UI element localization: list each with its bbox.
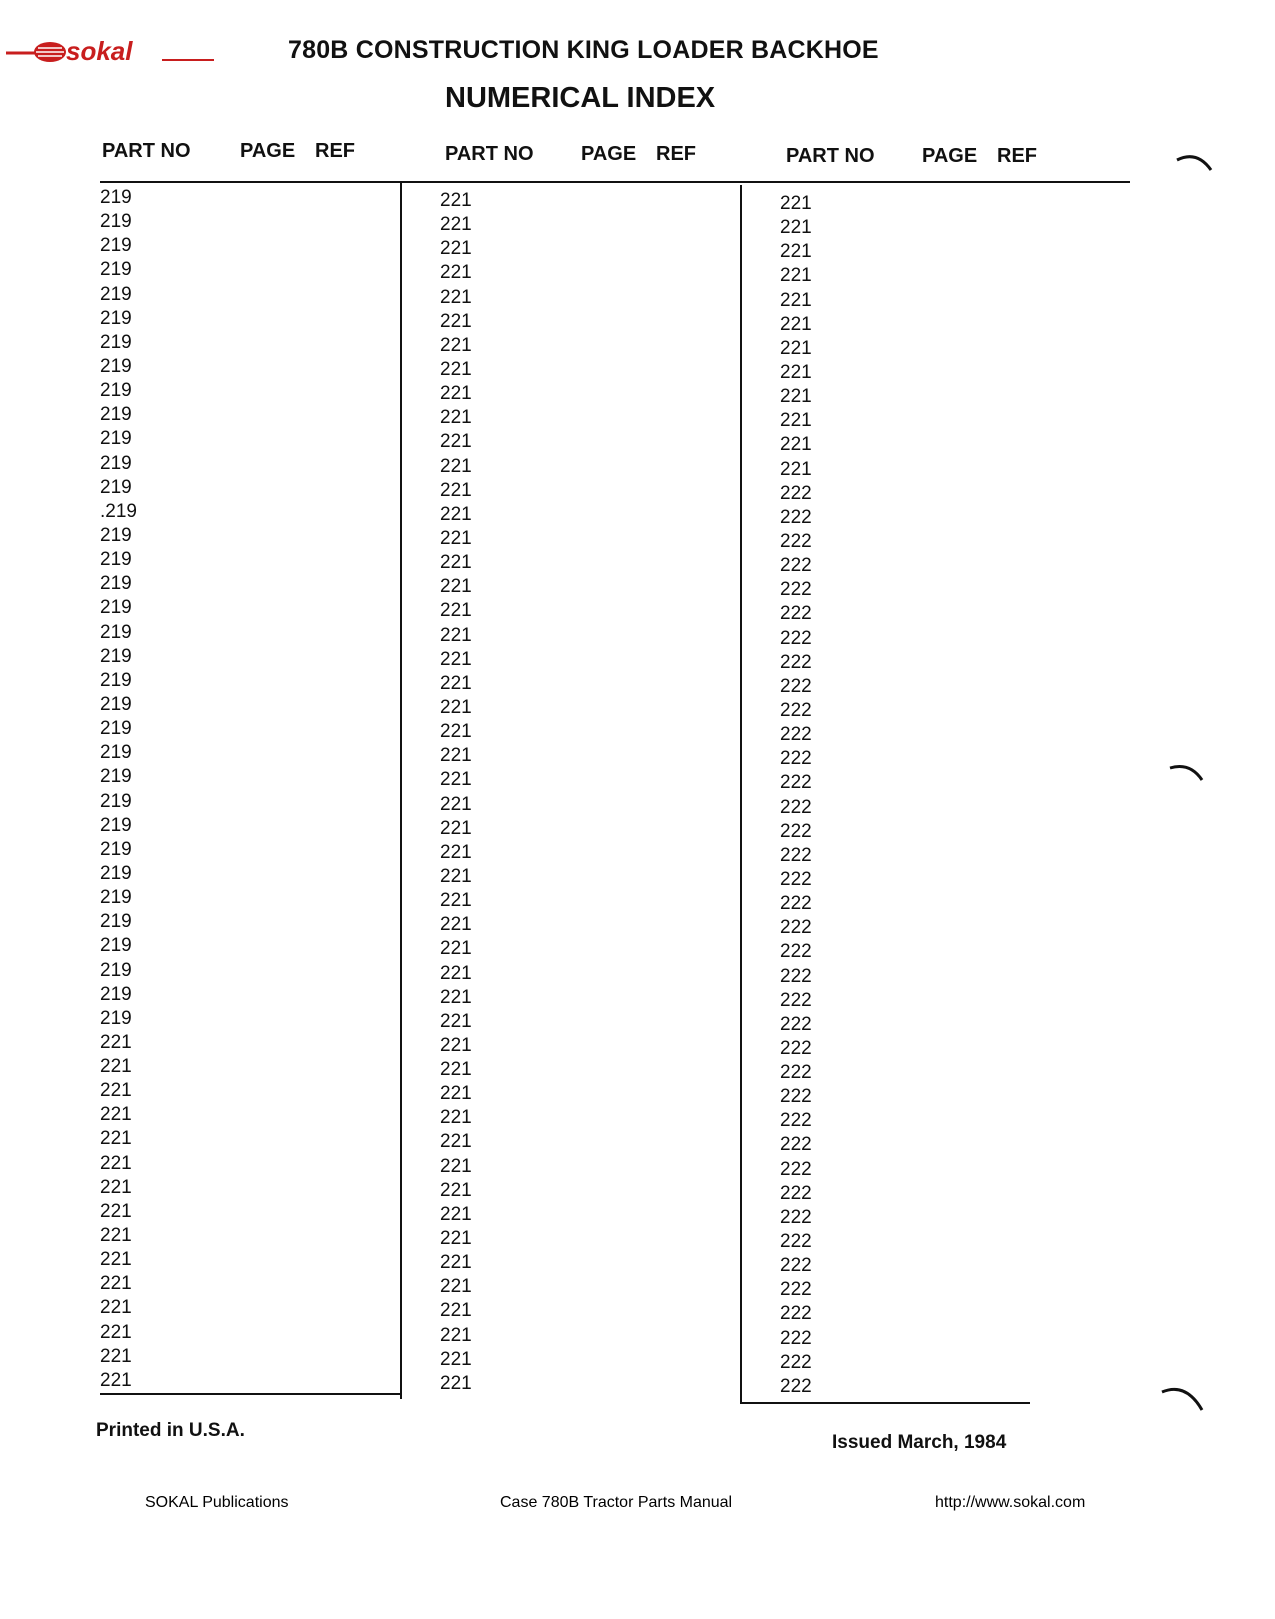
bottom-rule bbox=[740, 1402, 1030, 1404]
part-number: 222 bbox=[780, 530, 812, 552]
part-number: 222 bbox=[780, 482, 812, 504]
part-number: 219 bbox=[100, 645, 132, 667]
part-number: 219 bbox=[100, 452, 132, 474]
part-number: 221 bbox=[780, 434, 812, 456]
part-number: 222 bbox=[780, 868, 812, 890]
part-number: 221 bbox=[100, 1297, 132, 1319]
part-number: 221 bbox=[440, 190, 472, 211]
footer-website[interactable]: http://www.sokal.com bbox=[935, 1494, 1086, 1511]
part-number: 222 bbox=[780, 1013, 812, 1035]
part-number: 219 bbox=[100, 597, 132, 619]
part-number: 221 bbox=[440, 576, 472, 598]
part-number: 221 bbox=[440, 262, 472, 284]
part-number: 219 bbox=[100, 259, 132, 281]
brand-text: sokal bbox=[66, 36, 133, 66]
part-number: 221 bbox=[100, 1200, 132, 1222]
part-number: 219 bbox=[100, 380, 132, 402]
binder-mark bbox=[1175, 148, 1215, 178]
part-number: 222 bbox=[780, 1206, 812, 1228]
binder-mark bbox=[1160, 1380, 1210, 1416]
part-number: 219 bbox=[100, 549, 132, 571]
column-header-page: PAGE bbox=[922, 145, 978, 167]
header-rule bbox=[100, 181, 1130, 183]
part-number: 221 bbox=[780, 313, 812, 335]
sokal-logo-mark bbox=[6, 34, 216, 70]
part-number: 221 bbox=[440, 431, 472, 453]
part-number: 221 bbox=[440, 1276, 472, 1298]
part-number: 221 bbox=[440, 1059, 472, 1081]
part-number: 219 bbox=[100, 959, 132, 981]
part-number: 222 bbox=[780, 1158, 812, 1180]
part-number: 221 bbox=[440, 721, 472, 743]
part-number: 221 bbox=[780, 193, 812, 214]
part-number: 222 bbox=[780, 1375, 812, 1397]
part-number: 219 bbox=[100, 693, 132, 715]
part-number: 221 bbox=[440, 890, 472, 912]
part-number: 219 bbox=[100, 524, 132, 546]
part-number: 222 bbox=[780, 1086, 812, 1108]
part-number: 219 bbox=[100, 428, 132, 450]
part-number: 221 bbox=[440, 962, 472, 984]
sokal-logo bbox=[6, 34, 216, 70]
part-number: 221 bbox=[440, 865, 472, 887]
part-number: 221 bbox=[440, 600, 472, 622]
part-number: 221 bbox=[440, 1107, 472, 1129]
binder-mark bbox=[1168, 758, 1208, 788]
part-number: 219 bbox=[100, 187, 132, 208]
issue-date: Issued March, 1984 bbox=[832, 1432, 1007, 1453]
part-number: 222 bbox=[780, 1231, 812, 1253]
part-number: 222 bbox=[780, 796, 812, 818]
part-number: 219 bbox=[100, 911, 132, 933]
part-number: 221 bbox=[100, 1104, 132, 1126]
part-number: 221 bbox=[100, 1273, 132, 1295]
part-number: 219 bbox=[100, 814, 132, 836]
part-number: 221 bbox=[100, 1080, 132, 1102]
part-number: 222 bbox=[780, 675, 812, 697]
part-number: 219 bbox=[100, 331, 132, 353]
part-number: 221 bbox=[440, 1179, 472, 1201]
part-number: 222 bbox=[780, 965, 812, 987]
part-number: 221 bbox=[440, 1228, 472, 1250]
part-number: 219 bbox=[100, 983, 132, 1005]
part-number: 219 bbox=[100, 669, 132, 691]
column-divider bbox=[400, 183, 402, 1399]
part-number: 221 bbox=[440, 503, 472, 525]
part-number: 221 bbox=[440, 841, 472, 863]
part-number: 221 bbox=[100, 1249, 132, 1271]
part-number: 221 bbox=[440, 793, 472, 815]
part-number: 221 bbox=[440, 1372, 472, 1394]
part-number: 219 bbox=[100, 838, 132, 860]
part-number: 219 bbox=[100, 742, 132, 764]
part-number: 221 bbox=[440, 407, 472, 429]
part-number: 221 bbox=[780, 361, 812, 383]
part-number: 221 bbox=[440, 1083, 472, 1105]
printed-note: Printed in U.S.A. bbox=[96, 1420, 245, 1441]
part-number: 221 bbox=[440, 334, 472, 356]
part-number: 221 bbox=[440, 938, 472, 960]
part-number: 222 bbox=[780, 603, 812, 625]
part-number: 219 bbox=[100, 573, 132, 595]
part-number: 222 bbox=[780, 506, 812, 528]
part-number: 219 bbox=[100, 887, 132, 909]
part-number: 221 bbox=[780, 289, 812, 311]
part-number: 222 bbox=[780, 917, 812, 939]
part-number: 222 bbox=[780, 1327, 812, 1349]
column-header-ref: REF bbox=[315, 140, 355, 162]
part-number: 221 bbox=[100, 1321, 132, 1343]
part-number: 222 bbox=[780, 748, 812, 770]
part-number: 221 bbox=[440, 986, 472, 1008]
part-number: 219 bbox=[100, 211, 132, 233]
page-subtitle: NUMERICAL INDEX bbox=[445, 82, 716, 114]
part-number: .219 bbox=[100, 500, 137, 522]
part-number: 222 bbox=[780, 1351, 812, 1373]
part-number: 221 bbox=[780, 217, 812, 239]
part-number: 221 bbox=[440, 455, 472, 477]
part-number: 222 bbox=[780, 989, 812, 1011]
column-header-ref: REF bbox=[997, 145, 1037, 167]
part-number: 222 bbox=[780, 941, 812, 963]
part-number: 219 bbox=[100, 307, 132, 329]
part-number: 222 bbox=[780, 1134, 812, 1156]
bottom-rule bbox=[100, 1393, 400, 1395]
part-number: 221 bbox=[100, 1128, 132, 1150]
column-header-part-no: PART NO bbox=[102, 140, 191, 162]
part-number: 222 bbox=[780, 1182, 812, 1204]
part-number: 221 bbox=[440, 383, 472, 405]
column-header-part-no: PART NO bbox=[445, 143, 534, 165]
part-number: 222 bbox=[780, 699, 812, 721]
part-number: 221 bbox=[100, 1152, 132, 1174]
part-number: 219 bbox=[100, 235, 132, 257]
part-number: 222 bbox=[780, 893, 812, 915]
part-number: 222 bbox=[780, 651, 812, 673]
footer-manual-title: Case 780B Tractor Parts Manual bbox=[500, 1494, 733, 1511]
part-number: 221 bbox=[100, 1031, 132, 1053]
part-number: 221 bbox=[440, 1324, 472, 1346]
part-number: 222 bbox=[780, 579, 812, 601]
part-number: 221 bbox=[440, 479, 472, 501]
part-number: 219 bbox=[100, 1007, 132, 1029]
part-number: 219 bbox=[100, 718, 132, 740]
column-divider bbox=[740, 185, 742, 1403]
part-number: 222 bbox=[780, 1303, 812, 1325]
column-header-page: PAGE bbox=[240, 140, 296, 162]
part-number: 221 bbox=[440, 1348, 472, 1370]
part-number: 222 bbox=[780, 1255, 812, 1277]
part-number: 219 bbox=[100, 283, 132, 305]
part-number: 221 bbox=[780, 241, 812, 263]
page-title: 780B CONSTRUCTION KING LOADER BACKHOE bbox=[288, 36, 879, 64]
part-number: 222 bbox=[780, 1279, 812, 1301]
part-number: 221 bbox=[440, 696, 472, 718]
part-number: 221 bbox=[440, 527, 472, 549]
part-number: 222 bbox=[780, 724, 812, 746]
part-number: 222 bbox=[780, 555, 812, 577]
part-number: 221 bbox=[440, 1203, 472, 1225]
part-number: 221 bbox=[440, 310, 472, 332]
part-number: 221 bbox=[780, 458, 812, 480]
part-number: 221 bbox=[100, 1225, 132, 1247]
column-header-part-no: PART NO bbox=[786, 145, 875, 167]
part-number: 222 bbox=[780, 1037, 812, 1059]
part-number: 221 bbox=[440, 624, 472, 646]
part-number: 221 bbox=[100, 1056, 132, 1078]
part-number: 221 bbox=[440, 1131, 472, 1153]
part-number: 221 bbox=[440, 914, 472, 936]
part-number: 221 bbox=[440, 745, 472, 767]
part-number: 219 bbox=[100, 621, 132, 643]
part-number: 222 bbox=[780, 820, 812, 842]
column-header-page: PAGE bbox=[581, 143, 637, 165]
part-number: 221 bbox=[440, 214, 472, 236]
part-number: 222 bbox=[780, 1110, 812, 1132]
part-number: 221 bbox=[440, 1034, 472, 1056]
part-number: 219 bbox=[100, 404, 132, 426]
part-number: 219 bbox=[100, 935, 132, 957]
part-number: 221 bbox=[440, 648, 472, 670]
footer-publisher: SOKAL Publications bbox=[145, 1494, 289, 1511]
part-number: 221 bbox=[100, 1176, 132, 1198]
part-number: 221 bbox=[440, 769, 472, 791]
part-number: 221 bbox=[440, 1155, 472, 1177]
part-number: 222 bbox=[780, 627, 812, 649]
part-number: 219 bbox=[100, 476, 132, 498]
part-number: 221 bbox=[440, 1300, 472, 1322]
part-number: 221 bbox=[780, 386, 812, 408]
part-number: 221 bbox=[100, 1369, 132, 1391]
part-number: 222 bbox=[780, 844, 812, 866]
part-number: 221 bbox=[440, 1010, 472, 1032]
part-number: 221 bbox=[100, 1345, 132, 1367]
part-number: 222 bbox=[780, 1062, 812, 1084]
part-number: 221 bbox=[440, 358, 472, 380]
part-number: 219 bbox=[100, 355, 132, 377]
part-number: 219 bbox=[100, 790, 132, 812]
part-number: 221 bbox=[440, 1252, 472, 1274]
part-number: 221 bbox=[440, 238, 472, 260]
column-header-ref: REF bbox=[656, 143, 696, 165]
part-number: 221 bbox=[780, 410, 812, 432]
part-number: 221 bbox=[780, 337, 812, 359]
part-number: 219 bbox=[100, 766, 132, 788]
part-number: 221 bbox=[440, 286, 472, 308]
part-number: 221 bbox=[440, 817, 472, 839]
part-number: 222 bbox=[780, 772, 812, 794]
part-number: 219 bbox=[100, 862, 132, 884]
part-number: 221 bbox=[440, 552, 472, 574]
part-number: 221 bbox=[440, 672, 472, 694]
part-number: 221 bbox=[780, 265, 812, 287]
